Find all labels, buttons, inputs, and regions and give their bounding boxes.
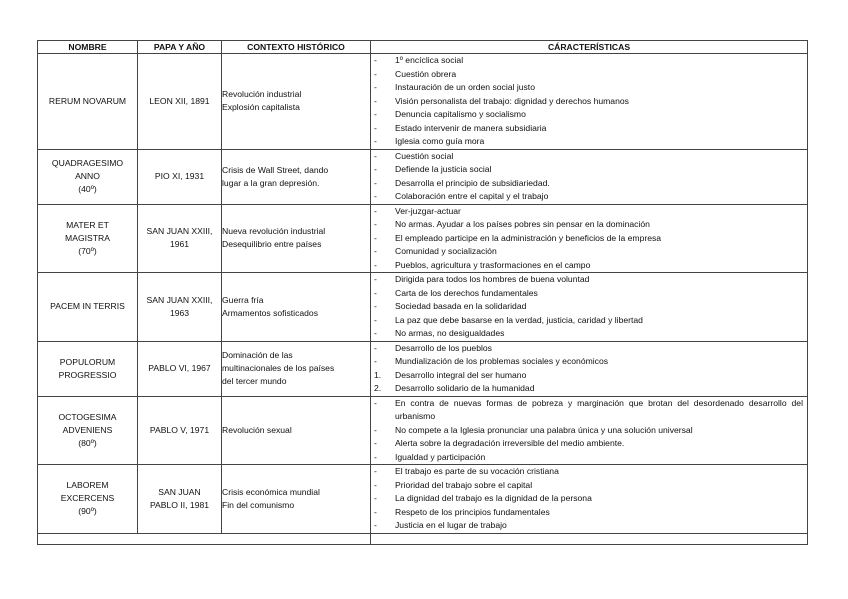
cell-line: (80º) xyxy=(78,437,97,448)
characteristic-item xyxy=(371,397,807,424)
cell-line: (90º) xyxy=(78,506,97,517)
historical-context xyxy=(222,341,371,396)
characteristics xyxy=(371,465,808,534)
characteristic-text: Desarrolla el principio de subsidiariedad. xyxy=(395,177,550,188)
characteristic-text: Instauración de un orden social justo xyxy=(395,82,535,92)
characteristic-text: Desarrollo de los pueblos xyxy=(395,342,492,353)
historical-context xyxy=(222,54,371,150)
characteristics-list xyxy=(371,54,807,149)
cell-line: Dominación de las xyxy=(222,350,293,360)
list-marker: - xyxy=(374,314,377,325)
list-marker: - xyxy=(374,136,377,146)
cell-line: PROGRESSIO xyxy=(58,369,117,380)
characteristic-text: La paz que debe basarse en la verdad, justicia, caridad y libertad xyxy=(395,314,643,325)
list-marker: - xyxy=(374,466,377,476)
list-marker: - xyxy=(374,451,377,462)
list-marker: - xyxy=(374,82,377,92)
characteristic-text: No armas. Ayudar a los países pobres sin pensar en la dominación xyxy=(395,219,650,229)
pope-and-year xyxy=(138,54,222,150)
characteristics-list xyxy=(371,273,807,341)
trailing-blank xyxy=(38,533,371,544)
characteristic-item xyxy=(371,150,807,164)
characteristics-list xyxy=(371,397,807,465)
encyclical-name xyxy=(38,341,138,396)
characteristic-item xyxy=(371,327,807,341)
characteristic-text: Desarrollo solidario de la humanidad xyxy=(395,383,535,393)
historical-context xyxy=(222,465,371,534)
list-marker: - xyxy=(374,95,377,106)
list-marker: - xyxy=(374,397,377,408)
list-marker: - xyxy=(374,232,377,243)
list-marker: - xyxy=(374,259,377,270)
cell-line: PABLO II, 1981 xyxy=(149,499,210,510)
characteristic-text: La dignidad del trabajo es la dignidad de la persona xyxy=(395,493,592,503)
characteristic-item xyxy=(371,451,807,465)
list-marker: - xyxy=(374,520,377,530)
encyclical-name xyxy=(38,273,138,342)
cell-line: MATER ET xyxy=(66,219,109,230)
characteristic-text: El empleado participe en la administración y beneficios de la empresa xyxy=(395,232,662,243)
characteristic-text: No compete a la Iglesia pronunciar una palabra única y una solución universal xyxy=(395,424,693,435)
pope-and-year xyxy=(138,341,222,396)
table-row xyxy=(38,396,808,465)
characteristic-item xyxy=(371,369,807,383)
characteristics-list xyxy=(371,465,807,533)
characteristic-item xyxy=(371,122,807,136)
historical-context xyxy=(222,273,371,342)
cell-line: multinacionales de los países xyxy=(222,363,335,373)
characteristic-item xyxy=(371,135,807,149)
cell-line: QUADRAGESIMO xyxy=(51,158,124,168)
characteristic-text: Estado intervenir de manera subsidiaria xyxy=(395,122,547,133)
cell-line: (40º) xyxy=(78,184,97,194)
characteristic-item xyxy=(371,465,807,479)
list-marker: - xyxy=(374,287,377,298)
characteristic-text: Prioridad del trabajo sobre el capital xyxy=(395,479,533,490)
list-marker: - xyxy=(374,177,377,188)
characteristic-text: Desarrollo integral del ser humano xyxy=(395,369,527,380)
characteristic-item xyxy=(371,437,807,451)
header-caracteristicas: CÁRACTERÍSTICAS xyxy=(371,41,808,54)
list-marker: - xyxy=(374,479,377,490)
characteristic-item xyxy=(371,300,807,314)
cell-line: Desequilibrio entre países xyxy=(222,239,322,250)
cell-line: (70º) xyxy=(78,245,97,256)
characteristic-text: Cuestión social xyxy=(395,150,454,161)
cell-line: Revolución sexual xyxy=(222,424,292,435)
list-marker: - xyxy=(374,506,377,517)
cell-line: Crisis económica mundial xyxy=(222,486,320,497)
encyclicals-table xyxy=(37,40,808,545)
historical-context xyxy=(222,149,371,204)
list-marker: - xyxy=(374,191,377,201)
characteristic-text: Comunidad y socialización xyxy=(395,246,497,256)
characteristic-text: No armas, no desigualdades xyxy=(395,328,505,338)
cell-line: EXCERCENS xyxy=(60,493,115,504)
characteristic-item xyxy=(371,81,807,95)
characteristic-text: 1º encíclica social xyxy=(395,55,464,65)
header-papa: PAPA Y AÑO xyxy=(138,41,222,54)
cell-line: POPULORUM xyxy=(59,356,116,367)
characteristic-item xyxy=(371,424,807,438)
table-row xyxy=(38,341,808,396)
cell-line: Armamentos sofisticados xyxy=(222,307,318,318)
list-marker: - xyxy=(374,356,377,366)
cell-line: ADVENIENS xyxy=(62,424,113,435)
characteristic-text: Alerta sobre la degradación irreversible del medio ambiente. xyxy=(395,438,625,448)
characteristic-item xyxy=(371,519,807,533)
characteristic-item xyxy=(371,273,807,287)
cell-line: LABOREM xyxy=(66,480,109,491)
cell-line: PABLO VI, 1967 xyxy=(148,363,211,373)
list-marker: - xyxy=(374,68,377,79)
characteristic-text: Justicia en el lugar de trabajo xyxy=(395,520,507,530)
characteristic-item xyxy=(371,108,807,122)
characteristic-text: Carta de los derechos fundamentales xyxy=(395,287,538,298)
list-marker: - xyxy=(374,493,377,503)
cell-line: Nueva revolución industrial xyxy=(222,226,326,237)
characteristics-list xyxy=(371,205,807,273)
characteristic-item xyxy=(371,177,807,191)
historical-context xyxy=(222,396,371,465)
characteristic-item xyxy=(371,506,807,520)
list-marker: 1. xyxy=(374,369,382,380)
list-marker: - xyxy=(374,301,377,311)
table-row xyxy=(38,204,808,273)
characteristic-text: Dirigida para todos los hombres de buena voluntad xyxy=(395,274,590,284)
characteristic-item xyxy=(371,479,807,493)
list-marker: - xyxy=(374,424,377,435)
cell-line: PABLO V, 1971 xyxy=(149,424,210,435)
cell-line: del tercer mundo xyxy=(222,376,287,386)
list-marker: - xyxy=(374,438,377,448)
cell-line: lugar a la gran depresión. xyxy=(222,177,320,188)
characteristic-text: Denuncia capitalismo y socialismo xyxy=(395,109,526,119)
cell-line: OCTOGESIMA xyxy=(58,411,117,422)
cell-line: 1963 xyxy=(169,307,190,318)
characteristic-text: En contra de nuevas formas de pobreza y marginación que brotan del desordenado desarrollo del urbanismo xyxy=(395,397,803,421)
trailing-row xyxy=(38,533,808,544)
characteristic-item xyxy=(371,205,807,219)
historical-context xyxy=(222,204,371,273)
cell-line: SAN JUAN XXIII, xyxy=(146,294,213,305)
cell-line: Crisis de Wall Street, dando xyxy=(222,164,329,175)
list-marker: - xyxy=(374,342,377,353)
characteristic-text: El trabajo es parte de su vocación cristiana xyxy=(395,466,559,476)
characteristic-item xyxy=(371,382,807,396)
characteristic-item xyxy=(371,218,807,232)
table-row xyxy=(38,273,808,342)
characteristic-text: Iglesia como guía mora xyxy=(395,136,485,146)
cell-line: Explosión capitalista xyxy=(222,102,300,113)
list-marker: - xyxy=(374,219,377,229)
pope-and-year xyxy=(138,149,222,204)
characteristics xyxy=(371,396,808,465)
characteristic-item xyxy=(371,492,807,506)
list-marker: 2. xyxy=(374,383,382,393)
pope-and-year xyxy=(138,396,222,465)
characteristic-text: Sociedad basada en la solidaridad xyxy=(395,301,527,311)
table-row xyxy=(38,54,808,150)
cell-line: ANNO xyxy=(75,171,100,181)
characteristics xyxy=(371,204,808,273)
table-row xyxy=(38,465,808,534)
characteristics xyxy=(371,341,808,396)
cell-line: MAGISTRA xyxy=(65,232,110,243)
list-marker: - xyxy=(374,55,377,65)
list-marker: - xyxy=(374,109,377,119)
characteristics xyxy=(371,54,808,150)
characteristic-text: Mundialización de los problemas sociales y económicos xyxy=(395,356,609,366)
list-marker: - xyxy=(374,205,377,216)
characteristics xyxy=(371,273,808,342)
characteristic-item xyxy=(371,54,807,68)
characteristic-item xyxy=(371,287,807,301)
characteristic-text: Defiende la justicia social xyxy=(395,164,492,174)
cell-line: PIO XI, 1931 xyxy=(154,171,205,181)
characteristic-item xyxy=(371,190,807,204)
list-marker: - xyxy=(374,328,377,338)
pope-and-year xyxy=(138,465,222,534)
characteristic-text: Ver-juzgar-actuar xyxy=(395,205,461,216)
characteristics-list xyxy=(371,150,807,204)
characteristic-text: Pueblos, agricultura y trasformaciones en el campo xyxy=(395,259,591,270)
encyclical-name xyxy=(38,54,138,150)
characteristic-item xyxy=(371,342,807,356)
characteristic-item xyxy=(371,259,807,273)
list-marker: - xyxy=(374,150,377,161)
characteristic-text: Colaboración entre el capital y el trabajo xyxy=(395,191,549,201)
encyclical-name xyxy=(38,396,138,465)
characteristic-item xyxy=(371,95,807,109)
list-marker: - xyxy=(374,246,377,256)
pope-and-year xyxy=(138,204,222,273)
list-marker: - xyxy=(374,122,377,133)
cell-line: Revolución industrial xyxy=(222,89,302,100)
cell-line: SAN JUAN XXIII, xyxy=(146,226,213,237)
characteristic-item xyxy=(371,355,807,369)
cell-line: 1961 xyxy=(169,239,190,250)
encyclical-name xyxy=(38,465,138,534)
characteristic-text: Igualdad y participación xyxy=(395,451,486,462)
characteristic-item xyxy=(371,232,807,246)
header-row xyxy=(38,41,808,54)
cell-line: LEON XII, 1891 xyxy=(149,95,210,106)
pope-and-year xyxy=(138,273,222,342)
characteristic-text: Cuestión obrera xyxy=(395,68,457,79)
characteristics-list xyxy=(371,342,807,396)
cell-line: Guerra fría xyxy=(222,294,264,305)
characteristic-text: Respeto de los principios fundamentales xyxy=(395,506,550,517)
cell-line: Fin del comunismo xyxy=(222,499,295,510)
table-row xyxy=(38,149,808,204)
characteristics xyxy=(371,149,808,204)
characteristic-item xyxy=(371,68,807,82)
cell-line: SAN JUAN xyxy=(158,486,201,497)
list-marker: - xyxy=(374,164,377,174)
cell-line: RERUM NOVARUM xyxy=(48,95,127,106)
header-contexto: CONTEXTO HISTÓRICO xyxy=(222,41,371,54)
header-nombre: NOMBRE xyxy=(38,41,138,54)
encyclical-name xyxy=(38,204,138,273)
characteristic-item xyxy=(371,314,807,328)
characteristic-item xyxy=(371,245,807,259)
characteristic-item xyxy=(371,163,807,177)
cell-line: PACEM IN TERRIS xyxy=(50,301,125,312)
table-body xyxy=(38,54,808,545)
trailing-border xyxy=(371,533,808,544)
list-marker: - xyxy=(374,274,377,284)
encyclical-name xyxy=(38,149,138,204)
characteristic-text: Visión personalista del trabajo: dignidad y derechos humanos xyxy=(395,95,629,106)
